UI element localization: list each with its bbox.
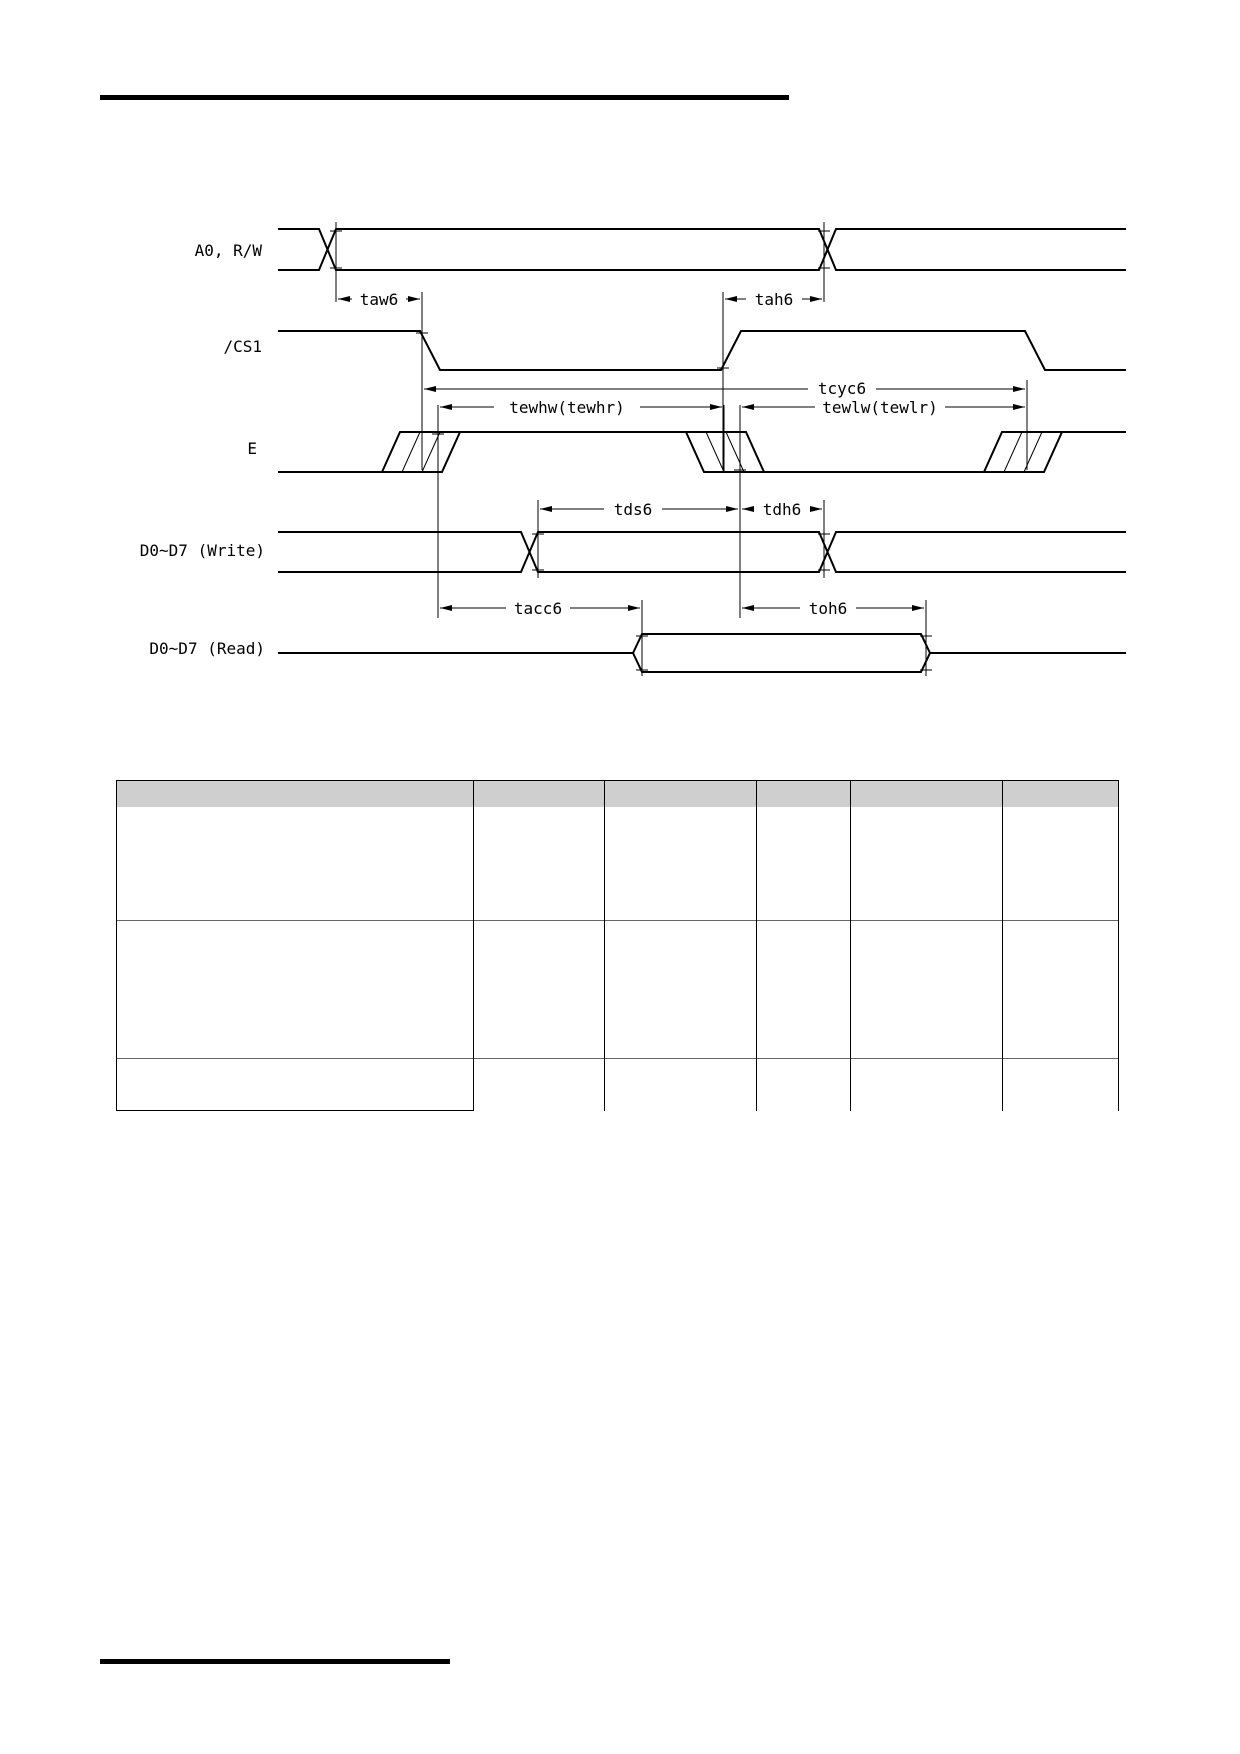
dim-tdh [742, 499, 822, 519]
dim-tewh [440, 398, 722, 417]
dim-tewl [742, 398, 1025, 417]
waveform-dwrite [278, 500, 1126, 578]
label-tewl: tewlw(tewlr) [822, 398, 938, 417]
label-tah: tah6 [754, 290, 794, 309]
table-row-divider [116, 1058, 1119, 1059]
dim-tacc [440, 598, 640, 618]
waveform-e [278, 405, 1126, 618]
label-tds: tds6 [613, 500, 653, 519]
timing-spec-table [116, 780, 1119, 1111]
table-col-divider [850, 780, 851, 1111]
table-col-divider [604, 780, 605, 1111]
table-col-divider [756, 780, 757, 1111]
signal-label-dwrite: D0~D7 (Write) [139, 541, 265, 560]
waveform-dread [278, 600, 1126, 676]
label-taw: taw6 [359, 290, 399, 309]
dim-taw [338, 290, 420, 309]
table-border-bottom [116, 1110, 474, 1111]
dim-toh [742, 598, 924, 618]
label-tewh: tewhw(tewhr) [509, 398, 625, 417]
timing-diagram [0, 0, 1240, 720]
table-col-divider [1002, 780, 1003, 1111]
signal-label-e: E [247, 439, 257, 458]
dim-tcyc [424, 378, 1025, 398]
signal-label-a0rw: A0, R/W [194, 241, 262, 260]
table-row-divider [116, 920, 1119, 921]
signal-label-cs1: /CS1 [223, 337, 262, 356]
label-tcyc: tcyc6 [817, 379, 867, 398]
table-border-right [1118, 780, 1119, 1111]
dim-tah [725, 290, 822, 309]
waveform-cs1 [278, 292, 1126, 470]
label-toh: toh6 [808, 599, 848, 618]
table-header-row [116, 780, 1119, 807]
bottom-rule [100, 1659, 450, 1664]
dim-tds [540, 499, 738, 519]
table-col-divider [473, 780, 474, 1111]
label-tdh: tdh6 [762, 500, 802, 519]
signal-label-dread: D0~D7 (Read) [149, 639, 265, 658]
table-border-left [116, 780, 117, 1111]
table-border-top [116, 780, 1119, 781]
label-tacc: tacc6 [513, 599, 563, 618]
